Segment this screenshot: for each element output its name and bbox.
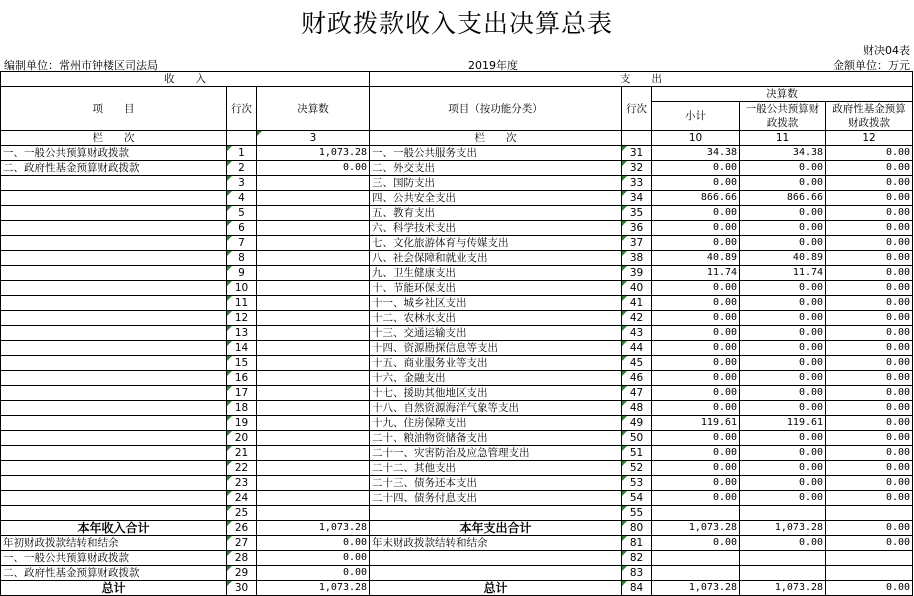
income-header: 收 入: [1, 72, 370, 87]
cell-gen: 34.38: [740, 146, 826, 161]
cell-in-amt: [257, 401, 370, 416]
cell-in-amt: 0.00: [257, 536, 370, 551]
cell-fund: 0.00: [826, 236, 913, 251]
cell-ex-item: [370, 566, 622, 581]
cell-fund: 0.00: [826, 176, 913, 191]
cell-in-item: [1, 206, 227, 221]
cell-fund: 0.00: [826, 371, 913, 386]
cell-ex-item: 八、社会保障和就业支出: [370, 251, 622, 266]
cell-gen: 119.61: [740, 416, 826, 431]
income-lanci: 栏 次: [1, 131, 227, 146]
cell-ex-item: 年末财政拨款结转和结余: [370, 536, 622, 551]
form-number: 财决04表: [863, 44, 910, 57]
cell-ex-item: 十四、资源勘探信息等支出: [370, 341, 622, 356]
table-row: [1, 431, 913, 446]
income-item-header: 项 目: [1, 87, 227, 131]
cell-in-item: 年初财政拨款结转和结余: [1, 536, 227, 551]
cell-fund: 0.00: [826, 146, 913, 161]
cell-sub: 0.00: [652, 401, 740, 416]
cell-ex-no: 45: [622, 356, 652, 371]
cell-fund: 0.00: [826, 401, 913, 416]
cell-fund: [826, 551, 913, 566]
cell-sub: 0.00: [652, 296, 740, 311]
cell-gen: 0.00: [740, 236, 826, 251]
table-row: [1, 236, 913, 251]
cell-in-amt: [257, 191, 370, 206]
cell-fund: 0.00: [826, 536, 913, 551]
cell-fund: [826, 506, 913, 521]
cell-in-item: [1, 326, 227, 341]
cell-ex-item: [370, 551, 622, 566]
cell-in-item: [1, 386, 227, 401]
cell-in-amt: [257, 431, 370, 446]
cell-sub: 0.00: [652, 221, 740, 236]
cell-ex-item: 本年支出合计: [370, 521, 622, 536]
table-row: [1, 266, 913, 281]
cell-in-amt: [257, 266, 370, 281]
cell-in-no: 3: [227, 176, 257, 191]
cell-in-no: 13: [227, 326, 257, 341]
table-row: [1, 386, 913, 401]
cell-in-amt: [257, 296, 370, 311]
cell-ex-no: 33: [622, 176, 652, 191]
cell-in-no: 16: [227, 371, 257, 386]
col-index-10: 10: [652, 131, 740, 146]
cell-ex-item: 六、科学技术支出: [370, 221, 622, 236]
cell-in-no: 8: [227, 251, 257, 266]
cell-fund: 0.00: [826, 161, 913, 176]
cell-ex-no: 37: [622, 236, 652, 251]
table-row: [1, 521, 913, 536]
cell-in-amt: 1,073.28: [257, 581, 370, 596]
cell-in-item: [1, 266, 227, 281]
cell-ex-no: 39: [622, 266, 652, 281]
table-row: [1, 176, 913, 191]
cell-in-item: [1, 491, 227, 506]
cell-fund: 0.00: [826, 221, 913, 236]
cell-in-amt: [257, 236, 370, 251]
cell-ex-item: [370, 506, 622, 521]
cell-ex-no: 54: [622, 491, 652, 506]
cell-in-no: 25: [227, 506, 257, 521]
blank-cell: [622, 131, 652, 146]
cell-ex-item: 十三、交通运输支出: [370, 326, 622, 341]
cell-ex-no: 55: [622, 506, 652, 521]
cell-sub: 0.00: [652, 236, 740, 251]
expense-header: 支 出: [370, 72, 913, 87]
cell-gen: 0.00: [740, 206, 826, 221]
cell-ex-no: 53: [622, 476, 652, 491]
table-row: [1, 251, 913, 266]
cell-gen: 0.00: [740, 386, 826, 401]
cell-in-no: 29: [227, 566, 257, 581]
cell-fund: 0.00: [826, 251, 913, 266]
cell-ex-item: 十五、商业服务业等支出: [370, 356, 622, 371]
cell-gen: 0.00: [740, 536, 826, 551]
cell-in-amt: [257, 281, 370, 296]
blank-cell: [227, 131, 257, 146]
cell-gen: 0.00: [740, 326, 826, 341]
cell-ex-no: 36: [622, 221, 652, 236]
table-row: [1, 416, 913, 431]
cell-in-amt: 1,073.28: [257, 146, 370, 161]
cell-in-item: [1, 506, 227, 521]
table-row: [1, 326, 913, 341]
cell-ex-item: 二十四、债务付息支出: [370, 491, 622, 506]
cell-in-no: 6: [227, 221, 257, 236]
cell-in-amt: [257, 461, 370, 476]
cell-in-no: 28: [227, 551, 257, 566]
table-row: [1, 191, 913, 206]
cell-in-item: [1, 176, 227, 191]
cell-sub: 0.00: [652, 311, 740, 326]
cell-fund: 0.00: [826, 476, 913, 491]
cell-in-item: [1, 356, 227, 371]
cell-in-item: [1, 191, 227, 206]
cell-in-item: [1, 461, 227, 476]
cell-sub: 0.00: [652, 176, 740, 191]
table-row: [1, 296, 913, 311]
table-row: [1, 476, 913, 491]
cell-in-amt: [257, 341, 370, 356]
cell-ex-no: 47: [622, 386, 652, 401]
cell-in-amt: [257, 206, 370, 221]
cell-ex-item: 二、外交支出: [370, 161, 622, 176]
income-amount-header: 决算数: [257, 87, 370, 131]
cell-gen: 0.00: [740, 371, 826, 386]
expense-row-no-header: 行次: [622, 87, 652, 131]
col-index-11: 11: [740, 131, 826, 146]
cell-ex-no: 41: [622, 296, 652, 311]
cell-fund: [826, 566, 913, 581]
cell-sub: [652, 566, 740, 581]
table-row: [1, 401, 913, 416]
cell-fund: 0.00: [826, 386, 913, 401]
cell-ex-no: 83: [622, 566, 652, 581]
cell-in-amt: [257, 356, 370, 371]
cell-in-amt: [257, 386, 370, 401]
expense-lanci: 栏 次: [370, 131, 622, 146]
cell-gen: 0.00: [740, 161, 826, 176]
cell-sub: 11.74: [652, 266, 740, 281]
cell-sub: 34.38: [652, 146, 740, 161]
cell-sub: 0.00: [652, 386, 740, 401]
cell-gen: [740, 566, 826, 581]
cell-in-item: [1, 431, 227, 446]
cell-sub: 0.00: [652, 476, 740, 491]
cell-in-amt: [257, 176, 370, 191]
cell-in-item: 二、政府性基金预算财政拨款: [1, 161, 227, 176]
cell-in-item: [1, 311, 227, 326]
cell-sub: [652, 551, 740, 566]
table-row: [1, 356, 913, 371]
cell-sub: 0.00: [652, 461, 740, 476]
cell-gen: 40.89: [740, 251, 826, 266]
cell-fund: 0.00: [826, 206, 913, 221]
cell-in-item: 二、政府性基金预算财政拨款: [1, 566, 227, 581]
cell-in-no: 22: [227, 461, 257, 476]
cell-gen: 0.00: [740, 311, 826, 326]
cell-in-no: 19: [227, 416, 257, 431]
cell-ex-item: 十九、住房保障支出: [370, 416, 622, 431]
cell-ex-item: 二十、粮油物资储备支出: [370, 431, 622, 446]
cell-in-no: 5: [227, 206, 257, 221]
cell-gen: 0.00: [740, 341, 826, 356]
table-row: [1, 506, 913, 521]
table-row: [1, 146, 913, 161]
cell-gen: 0.00: [740, 221, 826, 236]
table-row: [1, 341, 913, 356]
cell-gen: 0.00: [740, 356, 826, 371]
cell-gen: 1,073.28: [740, 581, 826, 596]
table-row: [1, 281, 913, 296]
cell-in-item: [1, 341, 227, 356]
cell-in-amt: [257, 491, 370, 506]
cell-in-amt: [257, 326, 370, 341]
table-row: [1, 311, 913, 326]
cell-fund: 0.00: [826, 356, 913, 371]
cell-in-item: [1, 401, 227, 416]
cell-ex-no: 35: [622, 206, 652, 221]
cell-ex-item: 二十一、灾害防治及应急管理支出: [370, 446, 622, 461]
cell-sub: 40.89: [652, 251, 740, 266]
subtotal-header: 小计: [652, 102, 740, 131]
cell-ex-item: 十八、自然资源海洋气象等支出: [370, 401, 622, 416]
cell-in-amt: 0.00: [257, 161, 370, 176]
cell-ex-item: 四、公共安全支出: [370, 191, 622, 206]
cell-gen: 1,073.28: [740, 521, 826, 536]
cell-ex-no: 84: [622, 581, 652, 596]
cell-ex-no: 52: [622, 461, 652, 476]
cell-in-no: 7: [227, 236, 257, 251]
cell-sub: 0.00: [652, 326, 740, 341]
cell-ex-item: 三、国防支出: [370, 176, 622, 191]
cell-fund: 0.00: [826, 311, 913, 326]
cell-gen: 0.00: [740, 446, 826, 461]
cell-gen: 11.74: [740, 266, 826, 281]
cell-in-item: [1, 251, 227, 266]
cell-sub: 0.00: [652, 536, 740, 551]
cell-in-amt: [257, 416, 370, 431]
cell-in-amt: [257, 311, 370, 326]
cell-fund: 0.00: [826, 521, 913, 536]
table-row: [1, 536, 913, 551]
col-index-3: 3: [257, 131, 370, 146]
cell-ex-item: 七、文化旅游体育与传媒支出: [370, 236, 622, 251]
cell-in-no: 14: [227, 341, 257, 356]
cell-ex-no: 49: [622, 416, 652, 431]
reporting-unit: 编制单位：常州市钟楼区司法局: [4, 59, 158, 72]
table-row: [1, 221, 913, 236]
cell-in-no: 21: [227, 446, 257, 461]
cell-sub: 1,073.28: [652, 581, 740, 596]
cell-in-no: 1: [227, 146, 257, 161]
cell-ex-no: 80: [622, 521, 652, 536]
cell-in-amt: [257, 446, 370, 461]
cell-in-no: 26: [227, 521, 257, 536]
cell-gen: 0.00: [740, 491, 826, 506]
cell-in-item: [1, 221, 227, 236]
cell-ex-no: 44: [622, 341, 652, 356]
cell-ex-item: 十二、农林水支出: [370, 311, 622, 326]
cell-gen: 0.00: [740, 461, 826, 476]
cell-in-item: [1, 416, 227, 431]
cell-in-no: 18: [227, 401, 257, 416]
cell-fund: 0.00: [826, 416, 913, 431]
cell-sub: 0.00: [652, 431, 740, 446]
cell-in-no: 23: [227, 476, 257, 491]
cell-in-amt: [257, 506, 370, 521]
table-row: [1, 551, 913, 566]
cell-ex-no: 32: [622, 161, 652, 176]
cell-in-amt: [257, 371, 370, 386]
cell-sub: [652, 506, 740, 521]
cell-sub: 0.00: [652, 281, 740, 296]
cell-fund: 0.00: [826, 191, 913, 206]
currency-unit: 金额单位：万元: [833, 59, 910, 72]
cell-gen: 0.00: [740, 401, 826, 416]
cell-in-no: 17: [227, 386, 257, 401]
cell-ex-item: 二十三、债务还本支出: [370, 476, 622, 491]
cell-gen: 0.00: [740, 476, 826, 491]
cell-fund: 0.00: [826, 296, 913, 311]
table-row: [1, 206, 913, 221]
cell-gen: 0.00: [740, 176, 826, 191]
cell-in-amt: 0.00: [257, 566, 370, 581]
cell-in-amt: [257, 221, 370, 236]
cell-in-item: 本年收入合计: [1, 521, 227, 536]
cell-fund: 0.00: [826, 326, 913, 341]
cell-in-amt: 1,073.28: [257, 521, 370, 536]
cell-in-no: 4: [227, 191, 257, 206]
table-row: [1, 461, 913, 476]
cell-sub: 1,073.28: [652, 521, 740, 536]
cell-gen: [740, 551, 826, 566]
table-row: [1, 491, 913, 506]
cell-fund: 0.00: [826, 281, 913, 296]
table-row: [1, 446, 913, 461]
general-budget-header: 一般公共预算财政拨款: [740, 102, 826, 131]
cell-in-item: [1, 236, 227, 251]
cell-in-item: 总计: [1, 581, 227, 596]
cell-gen: 0.00: [740, 281, 826, 296]
cell-fund: 0.00: [826, 461, 913, 476]
cell-in-item: [1, 446, 227, 461]
cell-ex-no: 82: [622, 551, 652, 566]
expense-amount-header: 决算数: [652, 87, 913, 102]
cell-ex-no: 46: [622, 371, 652, 386]
cell-sub: 0.00: [652, 356, 740, 371]
budget-summary-table: [0, 71, 913, 596]
cell-ex-no: 43: [622, 326, 652, 341]
cell-sub: 0.00: [652, 446, 740, 461]
cell-sub: 0.00: [652, 491, 740, 506]
cell-in-item: [1, 371, 227, 386]
cell-ex-item: 五、教育支出: [370, 206, 622, 221]
cell-in-no: 24: [227, 491, 257, 506]
cell-ex-no: 51: [622, 446, 652, 461]
cell-ex-no: 38: [622, 251, 652, 266]
cell-ex-item: 二十二、其他支出: [370, 461, 622, 476]
cell-fund: 0.00: [826, 491, 913, 506]
cell-sub: 119.61: [652, 416, 740, 431]
cell-ex-no: 42: [622, 311, 652, 326]
cell-in-amt: [257, 476, 370, 491]
cell-in-no: 11: [227, 296, 257, 311]
cell-in-amt: [257, 251, 370, 266]
cell-in-no: 15: [227, 356, 257, 371]
cell-gen: 0.00: [740, 296, 826, 311]
cell-in-item: 一、一般公共预算财政拨款: [1, 146, 227, 161]
cell-in-no: 12: [227, 311, 257, 326]
cell-ex-no: 48: [622, 401, 652, 416]
cell-in-item: [1, 476, 227, 491]
cell-ex-item: 十、节能环保支出: [370, 281, 622, 296]
cell-ex-item: 十一、城乡社区支出: [370, 296, 622, 311]
cell-gen: [740, 506, 826, 521]
gov-fund-header: 政府性基金预算财政拨款: [826, 102, 913, 131]
cell-sub: 866.66: [652, 191, 740, 206]
cell-in-no: 30: [227, 581, 257, 596]
cell-fund: 0.00: [826, 341, 913, 356]
cell-fund: 0.00: [826, 266, 913, 281]
cell-ex-item: 十七、援助其他地区支出: [370, 386, 622, 401]
cell-in-no: 10: [227, 281, 257, 296]
cell-sub: 0.00: [652, 341, 740, 356]
func-item-header: 项目（按功能分类）: [370, 87, 622, 131]
table-row: [1, 161, 913, 176]
cell-ex-item: 总计: [370, 581, 622, 596]
cell-fund: 0.00: [826, 446, 913, 461]
table-row: [1, 371, 913, 386]
cell-gen: 866.66: [740, 191, 826, 206]
cell-in-item: [1, 296, 227, 311]
cell-ex-item: 九、卫生健康支出: [370, 266, 622, 281]
cell-ex-no: 81: [622, 536, 652, 551]
cell-ex-item: 一、一般公共服务支出: [370, 146, 622, 161]
report-title: 财政拨款收入支出决算总表: [300, 9, 613, 38]
cell-in-amt: 0.00: [257, 551, 370, 566]
cell-sub: 0.00: [652, 161, 740, 176]
cell-in-no: 9: [227, 266, 257, 281]
cell-fund: 0.00: [826, 431, 913, 446]
cell-in-no: 20: [227, 431, 257, 446]
table-row: [1, 566, 913, 581]
table-row: [1, 581, 913, 596]
cell-ex-no: 31: [622, 146, 652, 161]
cell-in-item: 一、一般公共预算财政拨款: [1, 551, 227, 566]
cell-ex-no: 40: [622, 281, 652, 296]
col-index-12: 12: [826, 131, 913, 146]
cell-in-item: [1, 281, 227, 296]
income-row-no-header: 行次: [227, 87, 257, 131]
cell-fund: 0.00: [826, 581, 913, 596]
cell-ex-no: 34: [622, 191, 652, 206]
cell-ex-no: 50: [622, 431, 652, 446]
fiscal-year: 2019年度: [468, 59, 518, 72]
cell-in-no: 2: [227, 161, 257, 176]
cell-ex-item: 十六、金融支出: [370, 371, 622, 386]
cell-sub: 0.00: [652, 371, 740, 386]
cell-in-no: 27: [227, 536, 257, 551]
cell-sub: 0.00: [652, 206, 740, 221]
cell-gen: 0.00: [740, 431, 826, 446]
